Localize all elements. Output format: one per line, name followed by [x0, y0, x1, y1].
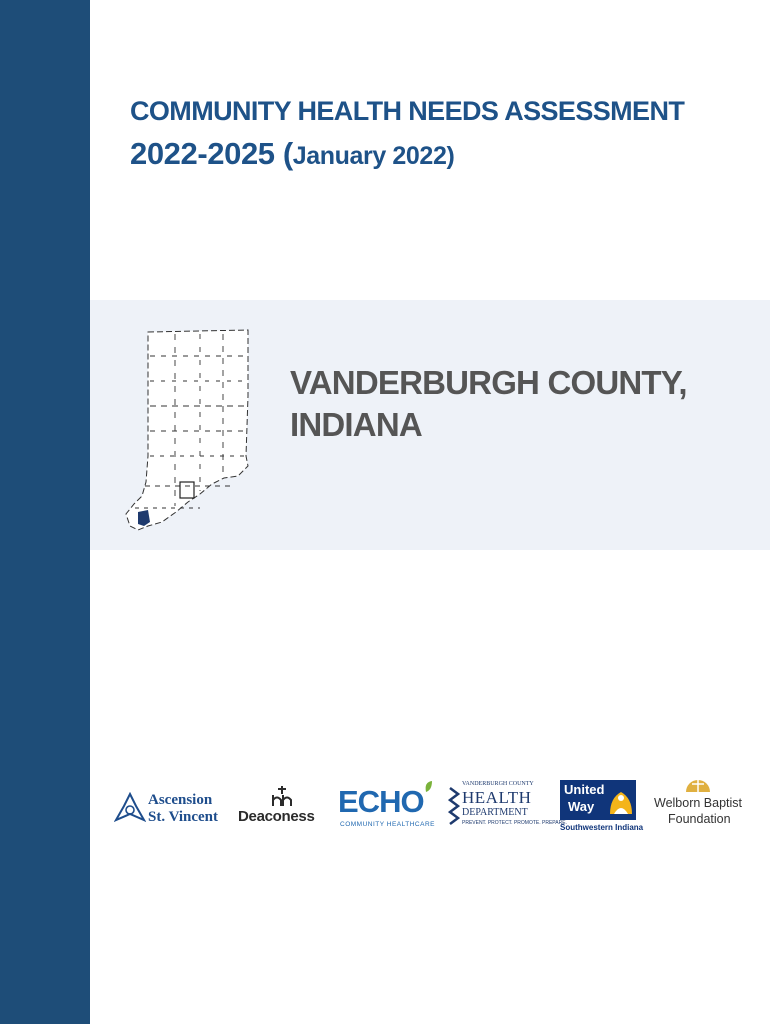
indiana-map-icon: [120, 326, 260, 532]
united-way-logo: [560, 780, 644, 832]
document-title: COMMUNITY HEALTH NEEDS ASSESSMENT: [130, 96, 685, 126]
health-dept-department: DEPARTMENT: [462, 807, 528, 818]
ascension-line2: St. Vincent: [148, 809, 219, 825]
document-period: [130, 136, 454, 172]
united-way-hand-icon: [608, 788, 634, 816]
ascension-line1: Ascension: [148, 792, 213, 808]
health-dept-health: HEALTH: [462, 788, 532, 807]
deaconess-name: Deaconess: [238, 808, 315, 825]
health-dept-tagline: PREVENT. PROTECT. PROMOTE. PREPARE.: [462, 820, 567, 826]
echo-logo: [338, 780, 438, 830]
partner-logos: [108, 770, 748, 840]
health-dept-top: VANDERBURGH COUNTY: [462, 781, 534, 787]
document-years: 2022-2025 (: [130, 136, 293, 171]
sidebar-bar: [0, 0, 90, 1024]
deaconess-logo: [238, 786, 328, 826]
united-way-line2: Way: [568, 799, 595, 814]
united-way-subtitle: Southwestern Indiana: [560, 823, 644, 832]
united-way-line1: United: [564, 782, 605, 797]
county-title-line1: VANDERBURGH COUNTY,: [290, 364, 687, 401]
echo-subtitle: COMMUNITY HEALTHCARE: [340, 821, 435, 828]
ascension-name: [148, 792, 218, 826]
ribbon-icon: [448, 786, 460, 826]
welborn-line2: Foundation: [668, 812, 731, 826]
document-date: January 2022): [292, 142, 455, 170]
deaconess-cross-icon: [270, 786, 294, 808]
ascension-icon: [114, 792, 146, 824]
echo-name: ECHO: [338, 784, 424, 819]
health-department-logo: [448, 780, 567, 830]
county-title-line2: INDIANA: [290, 406, 422, 443]
apple-leaf-icon: [418, 780, 434, 794]
ascension-logo: [114, 792, 226, 826]
sunrise-icon: [684, 774, 712, 794]
county-title: [290, 362, 687, 446]
welborn-line1: Welborn Baptist: [654, 796, 743, 810]
welborn-logo: [654, 774, 744, 830]
